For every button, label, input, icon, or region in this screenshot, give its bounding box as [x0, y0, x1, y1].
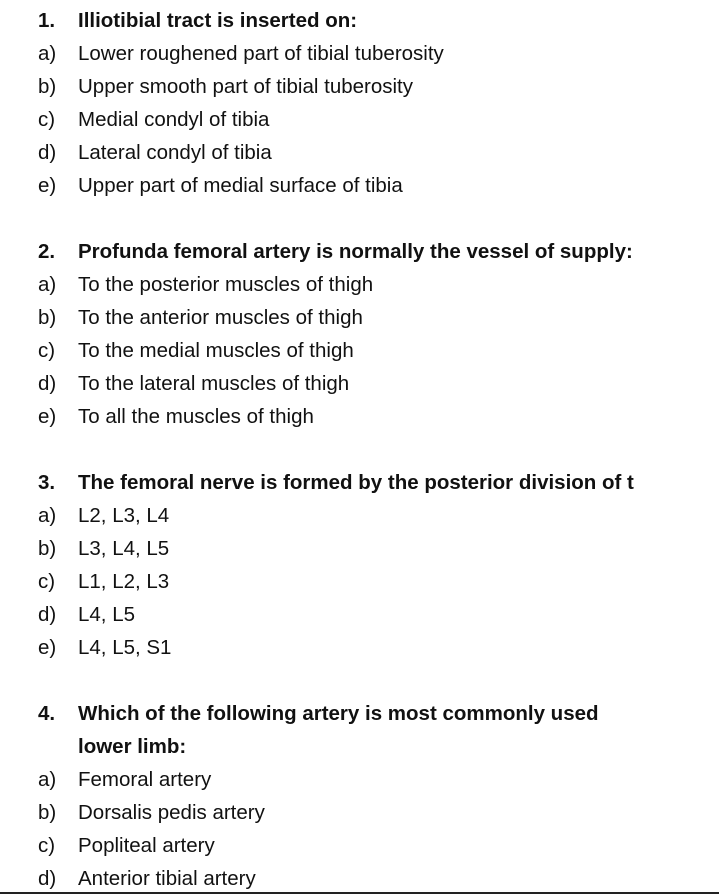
- question-3: [0, 466, 719, 664]
- option-text: Popliteal artery: [78, 834, 215, 857]
- option-letter: c): [38, 570, 56, 593]
- option-text: Upper smooth part of tibial tuberosity: [78, 75, 413, 98]
- question-title: [0, 4, 719, 37]
- option-text: L4, L5: [78, 603, 135, 626]
- option-letter: c): [38, 108, 56, 131]
- option-letter: a): [38, 504, 57, 527]
- option-b: [0, 796, 719, 829]
- option-text: Medial condyl of tibia: [78, 108, 270, 131]
- option-text: Dorsalis pedis artery: [78, 801, 265, 824]
- option-letter: c): [38, 834, 56, 857]
- question-text: The femoral nerve is formed by the posterior division of t: [78, 471, 634, 494]
- option-letter: b): [38, 75, 57, 98]
- option-letter: e): [38, 405, 57, 428]
- question-title: [0, 235, 719, 268]
- option-text: To the anterior muscles of thigh: [78, 306, 363, 329]
- option-letter: d): [38, 372, 57, 395]
- option-text: Anterior tibial artery: [78, 867, 256, 890]
- option-a: [0, 763, 719, 796]
- option-d: [0, 598, 719, 631]
- option-letter: a): [38, 273, 57, 296]
- question-text: Profunda femoral artery is normally the vessel of supply:: [78, 240, 633, 263]
- option-letter: e): [38, 636, 57, 659]
- option-text: To the lateral muscles of thigh: [78, 372, 350, 395]
- option-letter: b): [38, 801, 57, 824]
- option-d: [0, 367, 719, 400]
- option-b: [0, 301, 719, 334]
- option-e: [0, 169, 719, 202]
- option-letter: a): [38, 42, 57, 65]
- question-4: [0, 697, 719, 895]
- option-text: To all the muscles of thigh: [78, 405, 314, 428]
- option-c: [0, 334, 719, 367]
- question-1: [0, 4, 719, 202]
- option-letter: c): [38, 339, 56, 362]
- option-letter: b): [38, 306, 57, 329]
- bottom-border-line: [0, 892, 719, 894]
- question-number: 1.: [38, 9, 56, 32]
- option-text: Upper part of medial surface of tibia: [78, 174, 403, 197]
- question-number: 3.: [38, 471, 56, 494]
- question-text-continuation: lower limb:: [78, 735, 187, 758]
- option-letter: d): [38, 867, 57, 890]
- option-text: To the posterior muscles of thigh: [78, 273, 374, 296]
- option-text: L3, L4, L5: [78, 537, 170, 560]
- question-text: Illiotibial tract is inserted on:: [78, 9, 358, 32]
- question-text: Which of the following artery is most commonly used: [78, 702, 599, 725]
- option-a: [0, 268, 719, 301]
- option-c: [0, 103, 719, 136]
- option-text: Femoral artery: [78, 768, 212, 791]
- option-b: [0, 532, 719, 565]
- option-text: Lateral condyl of tibia: [78, 141, 272, 164]
- option-letter: d): [38, 603, 57, 626]
- option-d: [0, 862, 719, 895]
- option-a: [0, 37, 719, 70]
- option-letter: b): [38, 537, 57, 560]
- option-text: Lower roughened part of tibial tuberosity: [78, 42, 444, 65]
- option-b: [0, 70, 719, 103]
- option-e: [0, 631, 719, 664]
- question-number: 4.: [38, 702, 56, 725]
- option-letter: a): [38, 768, 57, 791]
- option-letter: d): [38, 141, 57, 164]
- option-letter: e): [38, 174, 57, 197]
- question-2: [0, 235, 719, 433]
- option-c: [0, 829, 719, 862]
- option-text: L2, L3, L4: [78, 504, 170, 527]
- question-number: 2.: [38, 240, 56, 263]
- option-c: [0, 565, 719, 598]
- option-e: [0, 400, 719, 433]
- option-text: To the medial muscles of thigh: [78, 339, 354, 362]
- option-text: L4, L5, S1: [78, 636, 172, 659]
- question-title: [0, 466, 719, 499]
- option-a: [0, 499, 719, 532]
- option-d: [0, 136, 719, 169]
- question-title: [0, 697, 719, 730]
- option-text: L1, L2, L3: [78, 570, 170, 593]
